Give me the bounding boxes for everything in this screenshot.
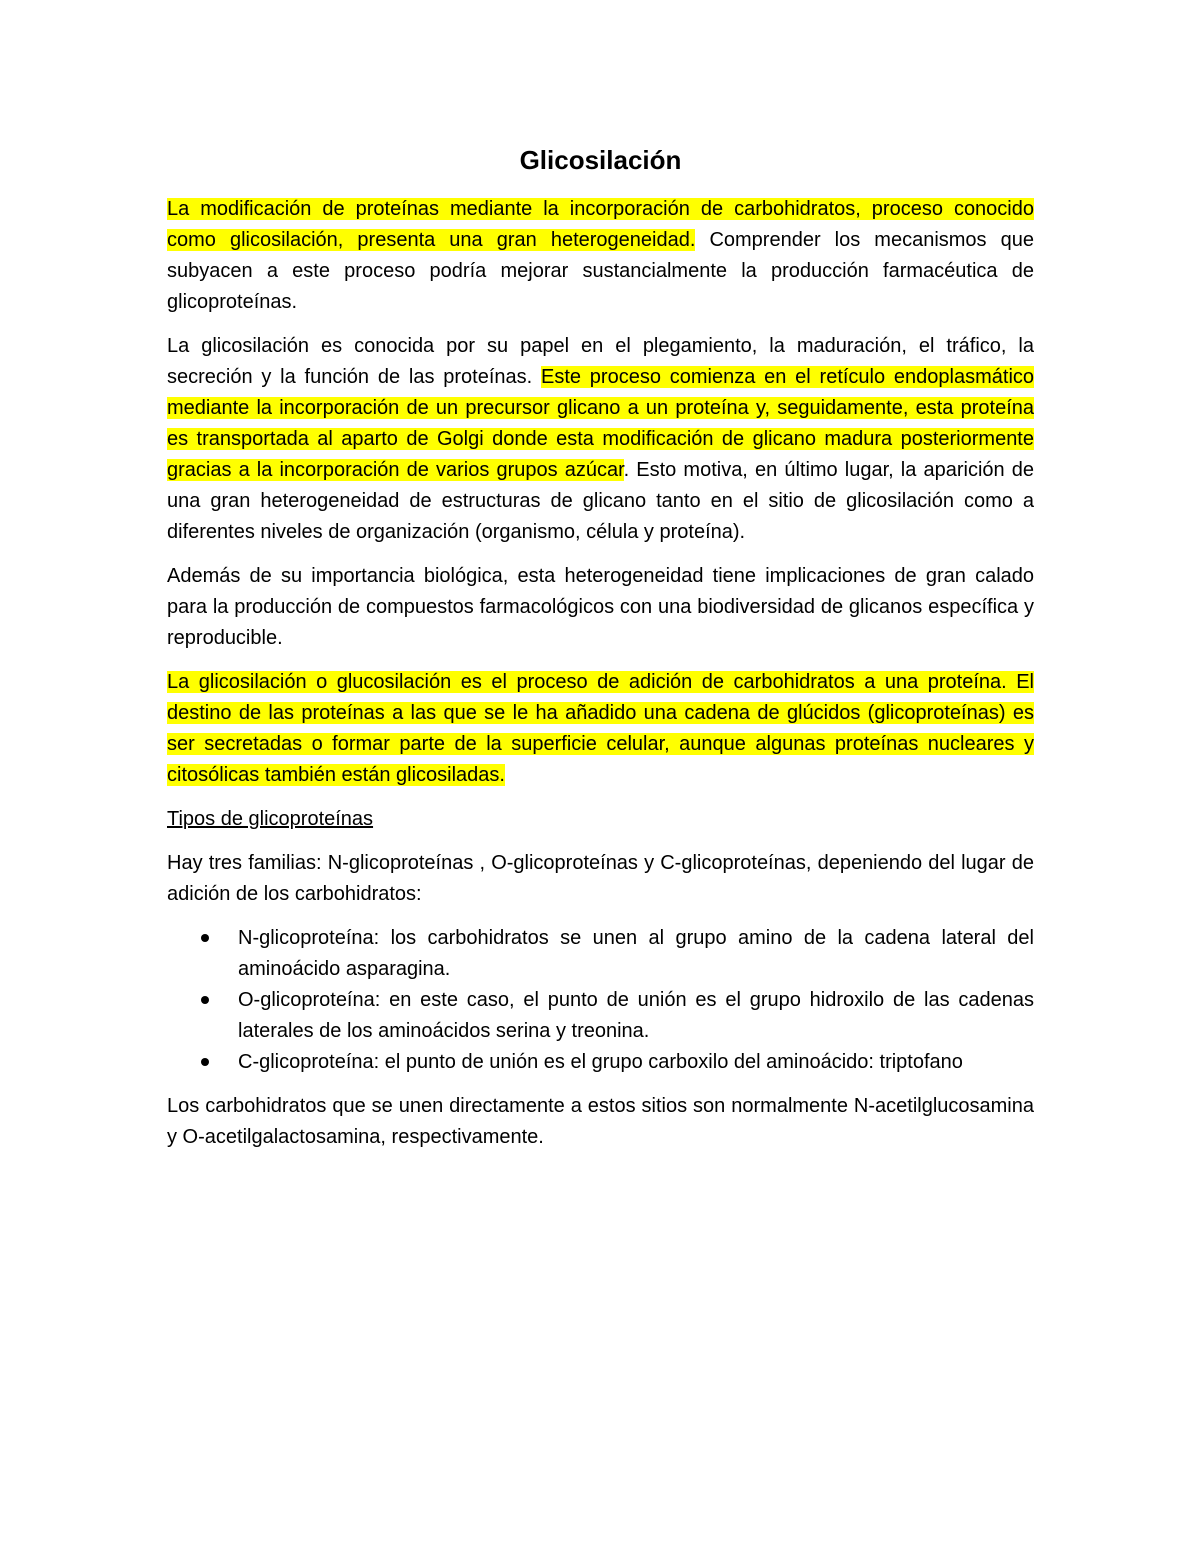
highlighted-text: La glicosilación o glucosilación es el proceso de adición de carbohidratos a una proteína. El destino de las proteínas a las que se le ha añadido una cadena de glúcidos (glicoproteínas) es ser secretadas o formar parte de la superficie celular, aunque algunas proteínas nucleares y citosólicas también están glicosiladas.: [167, 671, 1034, 786]
paragraph-definition: [167, 667, 1034, 791]
paragraph-text: . Esto motiva, en último lugar, la aparición de una gran heterogeneidad de estructuras de glicano tanto en el sitio de glicosilación como a diferentes niveles de organización (organismo, célula y proteína).: [167, 459, 1034, 543]
paragraph-text: La glicosilación es conocida por su papel en el plegamiento, la maduración, el tráfico, la secreción y la función de las proteínas.: [167, 335, 1034, 388]
paragraph-intro: [167, 194, 1034, 318]
list-item-text: C-glicoproteína: el punto de unión es el grupo carboxilo del aminoácido: triptofano: [238, 1051, 963, 1073]
list-item: [167, 923, 1034, 985]
paragraph-conclusion: Los carbohidratos que se unen directamente a estos sitios son normalmente N-acetilglucosamina y O-acetilgalactosamina, respectivamente.: [167, 1095, 1034, 1148]
paragraph-process: [167, 331, 1034, 548]
list-item: [167, 985, 1034, 1047]
document-title: Glicosilación: [519, 145, 682, 175]
highlighted-text: La modificación de proteínas mediante la incorporación de carbohidratos, proceso conocido como glicosilación, presenta una gran heterogeneidad.: [167, 198, 1034, 251]
section-heading-tipos: Tipos de glicoproteínas: [167, 808, 374, 830]
list-item-text: N-glicoproteína: los carbohidratos se unen al grupo amino de la cadena lateral del aminoácido asparagina.: [238, 927, 1034, 980]
highlighted-text: Este proceso comienza en el retículo endoplasmático mediante la incorporación de un precursor glicano a un proteína y, seguidamente, esta proteína es transportada al aparto de Golgi donde esta modificación de glicano madura posteriormente gracias a la incorporación de varios grupos azúcar: [167, 366, 1035, 481]
list-item-text: O-glicoproteína: en este caso, el punto de unión es el grupo hidroxilo de las cadenas laterales de los aminoácidos serina y treonina.: [238, 989, 1034, 1042]
paragraph-text: Comprender los mecanismos que subyacen a este proceso podría mejorar sustancialmente la producción farmacéutica de glicoproteínas.: [167, 229, 1034, 313]
paragraph-importance: Además de su importancia biológica, esta heterogeneidad tiene implicaciones de gran calado para la producción de compuestos farmacológicos con una biodiversidad de glicanos específica y reproducible.: [167, 565, 1034, 649]
bullet-icon: [201, 934, 209, 942]
list-item: [167, 1047, 1034, 1078]
glycoprotein-types-list: [167, 923, 1034, 1078]
bullet-icon: [201, 1058, 209, 1066]
bullet-icon: [201, 996, 209, 1004]
paragraph-families: Hay tres familias: N-glicoproteínas , O-glicoproteínas y C-glicoproteínas, depeniendo del lugar de adición de los carbohidratos:: [167, 852, 1034, 905]
